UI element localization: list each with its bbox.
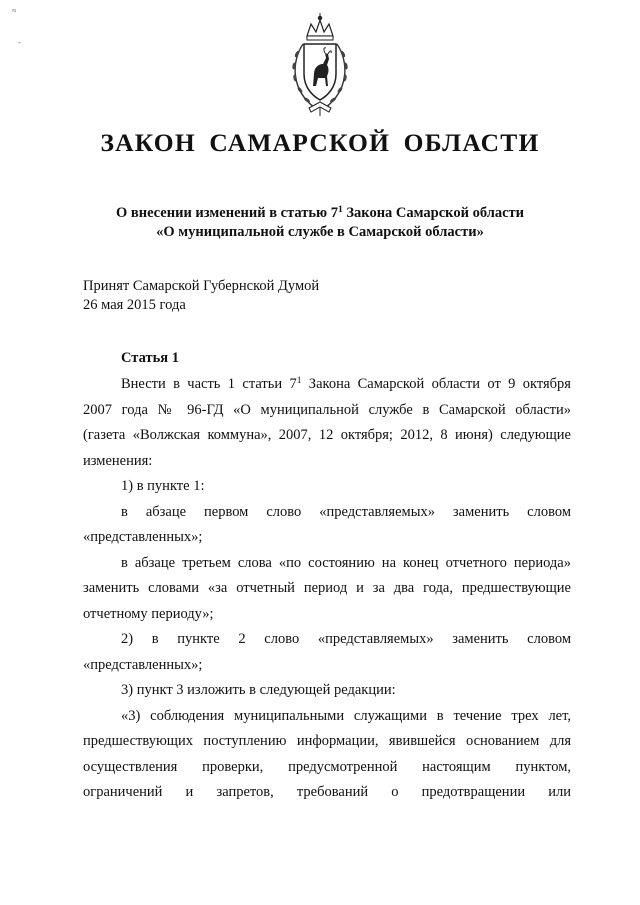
paragraph-line: ограничений и запретов, требований о предотвращении или — [83, 784, 571, 800]
samara-coat-of-arms-emblem — [285, 12, 355, 120]
paragraph-line: в абзаце третьем слова «по состоянию на конец отчетного периода» — [121, 554, 571, 571]
paragraph-line: в абзаце первом слово «представляемых» заменить словом — [121, 503, 571, 520]
paragraph-line: 3) пункт 3 изложить в следующей редакции: — [121, 682, 396, 698]
subtitle-line-2: «О муниципальной службе в Самарской области» — [156, 224, 484, 240]
adoption-info — [83, 277, 319, 315]
article-title: Статья 1 — [121, 350, 179, 366]
article-body — [83, 372, 571, 806]
paragraph-line: осуществления проверки, предусмотренной настоящим пунктом, — [83, 758, 571, 775]
paragraph-line: 2) в пункте 2 слово «представляемых» заменить словом — [121, 631, 571, 647]
paragraph-line: отчетному периоду»; — [83, 605, 214, 622]
adoption-date: 26 мая 2015 года — [83, 297, 186, 313]
paragraph-line: 1) в пункте 1: — [121, 478, 205, 494]
adoption-body: Принят Самарской Губернской Думой — [83, 278, 320, 294]
document-subtitle — [0, 204, 640, 242]
paragraph-line: Внести в часть 1 статьи $7^1$ Закона Самарской области от 9 октября — [121, 376, 571, 392]
paragraph-line: заменить словами «за отчетный период и за два года, предшествующие — [83, 580, 571, 596]
paragraph-line: «3) соблюдения муниципальными служащими в течение трех лет, — [121, 707, 571, 724]
document-title: ЗАКОН САМАРСКОЙ ОБЛАСТИ — [100, 128, 540, 157]
subtitle-line-1: О внесении изменений в статью $7^1$ Закона Самарской области — [115, 205, 525, 221]
paragraph-line: «представленных»; — [83, 656, 203, 673]
paragraph-line: (газета «Волжская коммуна», 2007, 12 октября; 2012, 8 июня) следующие — [83, 427, 571, 443]
paragraph-line: «представленных»; — [83, 529, 203, 545]
paragraph-line: 2007 года № 96-ГД «О муниципальной службе в Самарской области» — [83, 401, 571, 418]
paragraph-line: предшествующих поступлению информации, явившейся основанием для — [83, 733, 571, 749]
scan-mark: - — [18, 38, 21, 47]
paragraph-line: изменения: — [83, 452, 153, 469]
scan-mark: ≈ — [12, 6, 17, 15]
